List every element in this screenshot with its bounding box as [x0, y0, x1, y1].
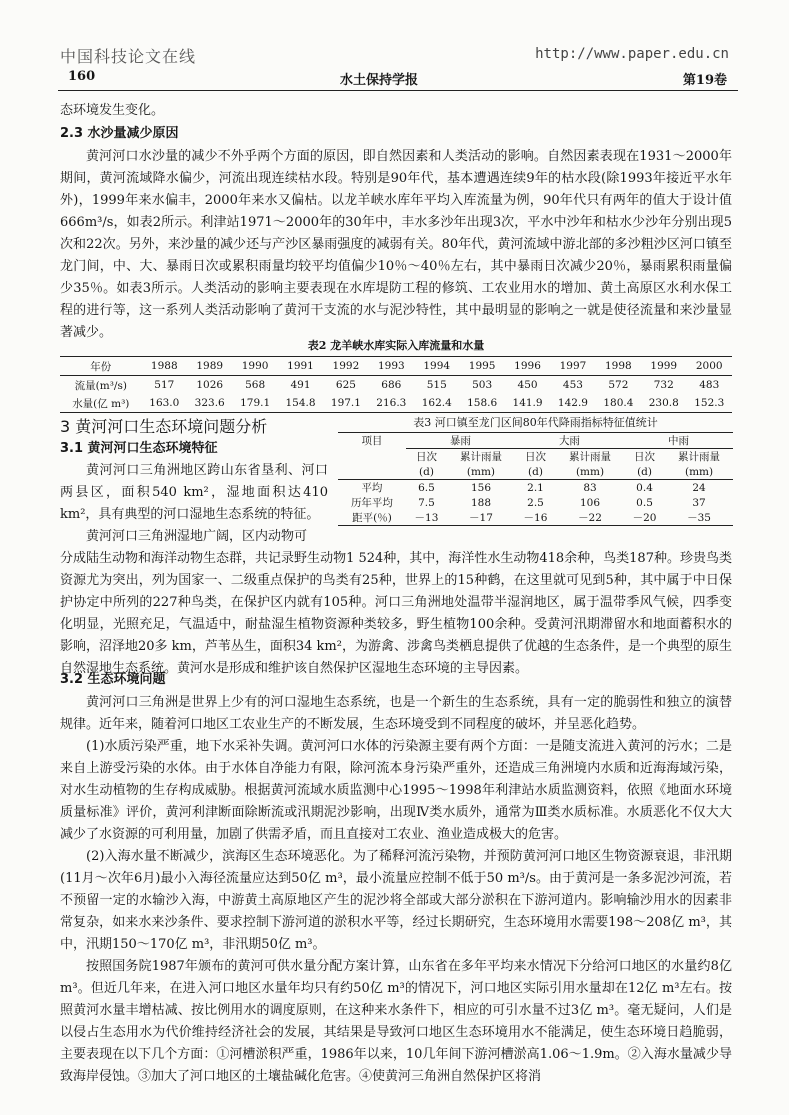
- table-3-cell: 2.1: [527, 481, 544, 494]
- table-2-cell: 163.0: [142, 394, 187, 413]
- table-3-cell: 83: [583, 481, 597, 494]
- journal-name: 水土保持学报: [340, 73, 419, 88]
- section-3-2-paragraph-4: 按照国务院1987年颁布的黄河可供水量分配方案计算，山东省在多年平均来水情况下分给河口地区的水量约8亿 m³。但近几年来，在进入河口地区水量年均只有约50亿 m³的情况下，河口地区实际引用水量却在12亿 m³左右。按照黄河水量丰增枯减、按比例用水的调度原则，在这种来水条件下，相应的可引水量不过3亿 m³。毫无疑问，人们是以侵占生态用水为代价维持经济社会的发展，其结果是导致河口地区生态环境用水不能满足，使生态环境日趋脆弱，主要表现在以下几个方面：①河槽淤积严重，1986年以来，10几年间下游河槽淤高1.06～1.9m。②入海水量减少导致海岸侵蚀。③加大了河口地区的土壤盐碱化危害。④使黄河三角洲自然保护区将消: [60, 959, 732, 1084]
- table-3-cell: 156: [470, 481, 491, 494]
- table-3-cell: －13: [406, 510, 447, 526]
- table-3-unit-row: [338, 464, 733, 480]
- table-3-subheader: 累计雨量: [459, 451, 502, 463]
- table-2-year: 1999: [641, 357, 686, 376]
- table-3-row: [338, 495, 733, 510]
- table-2-cell: 154.8: [278, 394, 323, 413]
- table-2-cell: 732: [653, 379, 674, 391]
- table-3-unit: (d): [515, 464, 556, 480]
- table-2-year: 2000: [686, 357, 732, 376]
- table-2-cell: 180.4: [596, 394, 641, 413]
- section-3-2-title: 3.2 生态环境问题: [60, 672, 166, 687]
- section-2-3-title: 2.3 水沙量减少原因: [60, 126, 179, 141]
- table-2-cell: 686: [381, 379, 402, 391]
- table-2-cell: 162.4: [414, 394, 459, 413]
- table-2-year: 1992: [323, 357, 368, 376]
- table-2-cell: 515: [426, 379, 447, 391]
- table-3-subheader: 日次: [634, 451, 656, 463]
- table-2-year: 1989: [187, 357, 232, 376]
- table-2-cell: 142.9: [550, 394, 595, 413]
- table-2-row-volume: [60, 394, 732, 413]
- table-3-group-row: [338, 433, 733, 449]
- table-2-year: 1993: [369, 357, 414, 376]
- page-number: 160: [68, 69, 96, 84]
- table-3-cell: －35: [665, 510, 733, 526]
- section-3-2-paragraph-1: 黄河河口三角洲是世界上少有的河口湿地生态系统，也是一个新生的生态系统，具有一定的脆弱性和独立的演替规律。近年来，随着河口地区工农业生产的不断发展，生态环境受到不同程度的破坏，并呈恶化趋势。: [60, 695, 732, 732]
- table-3-subheader: 累计雨量: [678, 451, 721, 463]
- table-2-year: 1994: [414, 357, 459, 376]
- table-3: [338, 432, 733, 526]
- table-2-cell: 517: [154, 379, 175, 391]
- table-2-year: 1997: [550, 357, 595, 376]
- table-3-cell: 37: [692, 496, 706, 509]
- table-3-cell: 0.5: [636, 496, 653, 509]
- section-3-1-paragraph-2-start: 黄河河口三角洲湿地广阔，区内动物可: [86, 529, 308, 544]
- table-2-cell: 450: [517, 379, 538, 391]
- section-3-1-paragraph-2: 分成陆生动物和海洋动物生态群，共记录野生动物1 524种，其中，海洋性水生动物418余种，鸟类187种。珍贵鸟类资源尤为突出，列为国家一、二级重点保护的鸟类有25种，世界上的15种鹤，在这里就可见到5种，其中属于中日保护协定中所列的227种鸟类，在保护区内就有105种。河口三角洲地处温带半湿润地区，属于温带季风气候，四季变化明显，光照充足，气温适中，耐盐湿生植物资源种类较多，野生植物100余种。受黄河汛期滞留水和地面蓄积水的影响，沼泽地20多 km，芦苇丛生，面积34 km²，为游禽、涉禽鸟类栖息提供了优越的生态条件，是一个典型的原生自然湿地生态系统。黄河水是形成和维护该自然保护区湿地生态环境的主导因素。: [60, 551, 732, 676]
- table-3-subheader: 日次: [524, 451, 546, 463]
- table-3-row-label: 平均: [361, 482, 383, 494]
- table-3-cell: －17: [447, 510, 515, 526]
- table-2-cell: 568: [245, 379, 266, 391]
- volume-number: 第19卷: [682, 73, 727, 88]
- table-2-cell: 503: [472, 379, 493, 391]
- table-3-cell: －16: [515, 510, 556, 526]
- table-3-cell: 106: [579, 496, 601, 509]
- table-3-blank-cell: [338, 464, 406, 480]
- table-2-cell: 216.3: [369, 394, 414, 413]
- table-3-unit: (mm): [556, 464, 624, 480]
- table-2-header-row: [60, 357, 732, 376]
- table-3-row-label: 历年平均: [350, 497, 393, 509]
- site-url[interactable]: http://www.paper.edu.cn: [535, 46, 729, 62]
- table-2-year: 1995: [459, 357, 504, 376]
- table-3-group-heavy: 暴雨: [406, 433, 515, 449]
- table-2-header-label: 年份: [60, 357, 142, 376]
- table-2: [60, 356, 732, 413]
- table-3-group-medium: 中雨: [624, 433, 733, 449]
- table-3-subheader: 日次: [415, 451, 437, 463]
- table-2-cell: 179.1: [232, 394, 277, 413]
- table-2-caption: 表2 龙羊峡水库实际入库流量和水量: [307, 339, 485, 352]
- header-rule: [58, 90, 738, 91]
- table-3-row: [338, 480, 733, 496]
- table-3-cell: 0.4: [636, 481, 653, 494]
- table-2-cell: 230.8: [641, 394, 686, 413]
- table-2-row-label: 水量(亿 m³): [60, 394, 142, 413]
- table-2-cell: 572: [608, 379, 629, 391]
- continued-text: 态环境发生变化。: [60, 103, 165, 118]
- table-2-cell: 491: [290, 379, 311, 391]
- table-2-year: 1998: [596, 357, 641, 376]
- table-3-blank-cell: [338, 449, 406, 465]
- table-3-cell: 6.5: [418, 481, 435, 494]
- section-2-3-paragraph: 黄河河口水沙量的减少不外乎两个方面的原因，即自然因素和人类活动的影响。自然因素表现在1931～2000年期间，黄河流域降水偏少，河流出现连续枯水段。特别是90年代，基本遭遇连续9年的枯水段(除1993年接近平水年外)，1999年来水偏丰，2000年来水又偏枯。以龙羊峡水库年平均入库流量为例，90年代只有两年的值大于设计值666m³/s，如表2所示。利津站1971～2000年的30年中，丰水多沙年出现3次，平水中沙年和枯水少沙年分别出现5次和22次。另外，来沙量的减少还与产沙区暴雨强度的减弱有关。80年代，黄河流域中游北部的多沙粗沙区河口镇至龙门间，中、大、暴雨日次或累积雨量均较平均值偏少10％～40％左右，其中暴雨日次减少20％，暴雨累积雨量偏少35％。如表3所示。人类活动的影响主要表现在水库堤防工程的修筑、工农业用水的增加、黄土高原区水利水保工程的进行等，这一系列人类活动影响了黄河干支流的水与泥沙特性，其中最明显的影响之一就是使径流量和来沙量显著减少。: [60, 149, 732, 340]
- table-3-item-header: 项目: [338, 433, 406, 449]
- table-3-unit: (d): [406, 464, 447, 480]
- table-3-row: [338, 510, 733, 526]
- table-3-caption: 表3 河口镇至龙门区间80年代降雨指标特征值统计: [413, 416, 658, 429]
- table-2-cell: 483: [699, 379, 720, 391]
- table-2-cell: 141.9: [505, 394, 550, 413]
- table-2-row-label: 流量(m³/s): [74, 379, 127, 392]
- table-3-row-label: 距平(％): [338, 510, 406, 526]
- site-name: 中国科技论文在线: [60, 47, 197, 66]
- section-3-2-paragraph-3: (2)入海水量不断减少，滨海区生态环境恶化。为了稀释河流污染物，并预防黄河河口地区生物资源衰退，非汛期(11月～次年6月)最小入海径流量应达到50亿 m³，最小流量应控制不低于50 m³/s。由于黄河是一条多泥沙河流，若不预留一定的水输沙入海，中游黄土高原地区产生的泥沙将全部或大部分淤积在下游河道内。影响输沙用水的因素非常复杂，如来水来沙条件、要求控制下游河道的淤积水平等，经过长期研究，生态环境用水需要198～208亿 m³，其中，汛期150～170亿 m³，非汛期50亿 m³。: [60, 849, 732, 952]
- table-2-cell: 197.1: [323, 394, 368, 413]
- table-3-unit: (mm): [447, 464, 515, 480]
- table-3-subheader: 累计雨量: [569, 451, 611, 463]
- table-3-cell: 7.5: [418, 496, 435, 509]
- table-3-cell: 2.5: [527, 496, 544, 509]
- section-3-1-paragraph-1: 黄河河口三角洲地区跨山东省垦利、河口两县区，面积540 km²，湿地面积达410 km²，具有典型的河口湿地生态系统的特征。: [60, 463, 328, 522]
- table-2-cell: 453: [562, 379, 583, 391]
- table-2-cell: 152.3: [686, 394, 732, 413]
- table-2-year: 1990: [232, 357, 277, 376]
- table-3-subheader-row: [338, 449, 733, 465]
- table-2-year: 1988: [142, 357, 187, 376]
- table-2-cell: 1026: [196, 379, 224, 391]
- table-2-cell: 625: [335, 379, 356, 391]
- section-3-title: 3 黄河河口生态环境问题分析: [60, 417, 268, 436]
- table-3-unit: (d): [624, 464, 665, 480]
- section-3-2-paragraph-2: (1)水质污染严重，地下水采补失调。黄河河口水体的污染源主要有两个方面：一是随支流进入黄河的污水；二是来自上游受污染的水体。由于水体自净能力有限，除河流本身污染严重外，还造成三角洲境内水质和近海海域污染，对水生动植物的生存构成威胁。根据黄河流域水质监测中心1995～1998年利津站水质监测资料，依照《地面水环境质量标准》评价，黄河利津断面除断流或汛期泥沙影响，出现Ⅳ类水质外，通常为Ⅲ类水质标准。水质恶化不仅大大减少了水资源的可利用量，加剧了供需矛盾，而且直接对工农业、渔业造成极大的危害。: [60, 739, 732, 842]
- table-2-year: 1991: [278, 357, 323, 376]
- table-2-cell: 158.6: [459, 394, 504, 413]
- table-3-cell: 24: [692, 481, 706, 494]
- table-3-cell: －22: [556, 510, 624, 526]
- table-2-year: 1996: [505, 357, 550, 376]
- table-2-row-flow: [60, 376, 732, 395]
- table-3-unit: (mm): [665, 464, 733, 480]
- table-3-group-large: 大雨: [515, 433, 624, 449]
- section-3-1-title: 3.1 黄河河口生态环境特征: [60, 441, 218, 456]
- table-3-cell: －20: [624, 510, 665, 526]
- table-2-cell: 323.6: [187, 394, 232, 413]
- table-3-cell: 188: [470, 496, 491, 509]
